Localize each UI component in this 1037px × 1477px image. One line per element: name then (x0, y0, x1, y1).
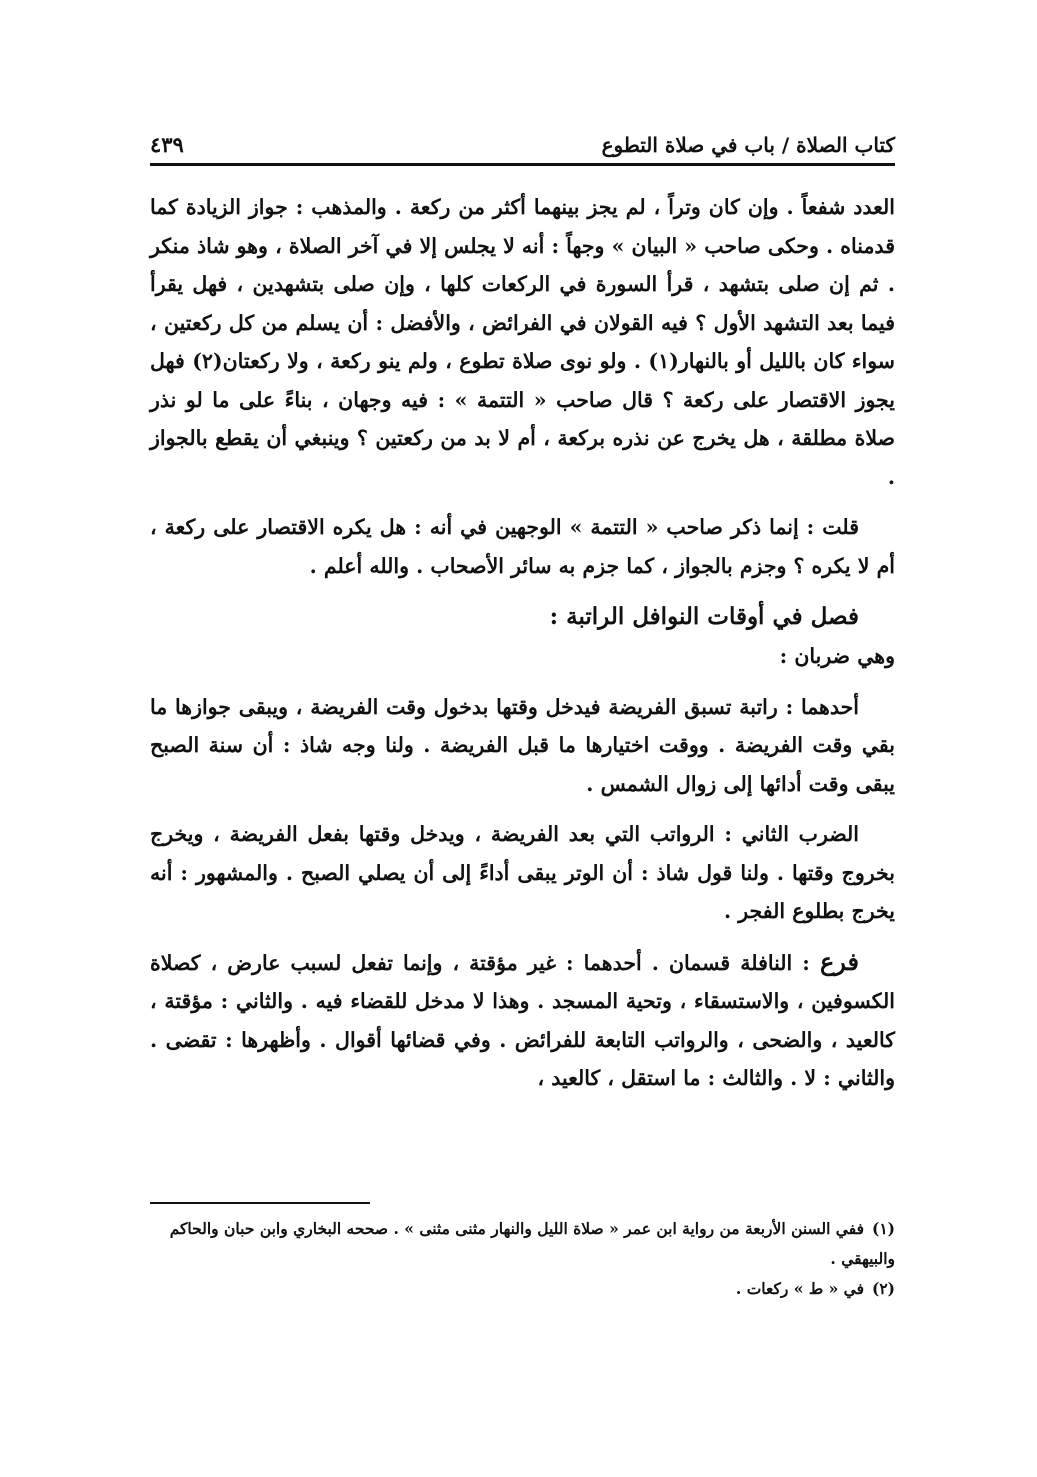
paragraph-1: العدد شفعاً . وإن كان وتراً ، لم يجز بينهما أكثر من ركعة . والمذهب : جواز الزيادة كما قدمناه . وحكى صاحب « البيان » وجهاً : أنه لا يجلس إلا في آخر الصلاة ، وهو شاذ منكر . ثم إن صلى بتشهد ، قرأ السورة في الركعات كلها ، وإن صلى بتشهدين ، فهل يقرأ فيما بعد التشهد الأول ؟ فيه القولان في الفرائض ، والأفضل : أن يسلم من كل ركعتين ، سواء كان بالليل أو بالنهار(١) . ولو نوى صلاة تطوع ، ولم ينو ركعة ، ولا ركعتان(٢) فهل يجوز الاقتصار على ركعة ؟ قال صاحب « التتمة » : فيه وجهان ، بناءً على ما لو نذر صلاة مطلقة ، هل يخرج عن نذره بركعة ، أم لا بد من ركعتين ؟ وينبغي أن يقطع بالجواز . (150, 195, 895, 489)
footnote-2 (150, 1274, 895, 1304)
footnote-2-text: في « ط » ركعات . (735, 1279, 864, 1298)
footnote-1-text: ففي السنن الأربعة من رواية ابن عمر « صلاة الليل والنهار مثنى مثنى » . صححه البخاري وابن حبان والحاكم والبيهقي . (169, 1219, 895, 1268)
footnote-separator (150, 1202, 370, 1204)
page-header (150, 118, 895, 166)
paragraph-4-lead: أحدهما (800, 694, 859, 719)
paragraph-5 (150, 815, 895, 931)
main-text (150, 188, 895, 1098)
footnote-1 (150, 1214, 895, 1274)
running-title: كتاب الصلاة / باب في صلاة التطوع (601, 133, 895, 157)
paragraph-5-lead: الضرب الثاني (741, 822, 860, 846)
footnotes (150, 1214, 895, 1304)
paragraph-6-lead: فرع (819, 946, 859, 976)
book-page (150, 118, 895, 1358)
paragraph-5-text: : الرواتب التي بعد الفريضة ، ويدخل وقتها بفعل الفريضة ، ويخرج بخروج وقتها . ولنا قول شاذ : أن الوتر يبقى أداءً إلى أن يصلي الصبح . والمشهور : أنه يخرج بطلوع الفجر . (150, 822, 895, 923)
paragraph-4 (150, 688, 895, 804)
paragraph-3: وهي ضربان : (779, 644, 895, 668)
paragraph-2: قلت : إنما ذكر صاحب « التتمة » الوجهين في أنه : هل يكره الاقتصار على ركعة ، أم لا يكره ؟ وجزم بالجواز ، كما جزم به سائر الأصحاب . والله أعلم . (150, 515, 895, 578)
page-number: ٤٣٩ (150, 132, 184, 157)
footnote-2-number: (٢) (871, 1279, 895, 1298)
paragraph-4-text: : راتبة تسبق الفريضة فيدخل وقتها بدخول وقت الفريضة ، ويبقى جوازها ما بقي وقت الفريضة . ووقت اختيارها ما قبل الفريضة . ولنا وجه شاذ : أن سنة الصبح يبقى وقت أدائها إلى زوال الشمس . (150, 694, 895, 796)
paragraph-6 (150, 943, 895, 1098)
section-heading: فصل في أوقات النوافل الراتبة : (549, 603, 859, 630)
footnote-1-number: (١) (871, 1219, 895, 1238)
paragraph-6-text: : النافلة قسمان . أحدهما : غير مؤقتة ، وإنما تفعل لسبب عارض ، كصلاة الكسوفين ، والاستسقاء ، وتحية المسجد . وهذا لا مدخل للقضاء فيه . والثاني : مؤقتة ، كالعيد ، والضحى ، والرواتب التابعة للفرائض . وفي قضائها أقوال . وأظهرها : تقضى . والثاني : لا . والثالث : ما استقل ، كالعيد ، (150, 950, 895, 1090)
